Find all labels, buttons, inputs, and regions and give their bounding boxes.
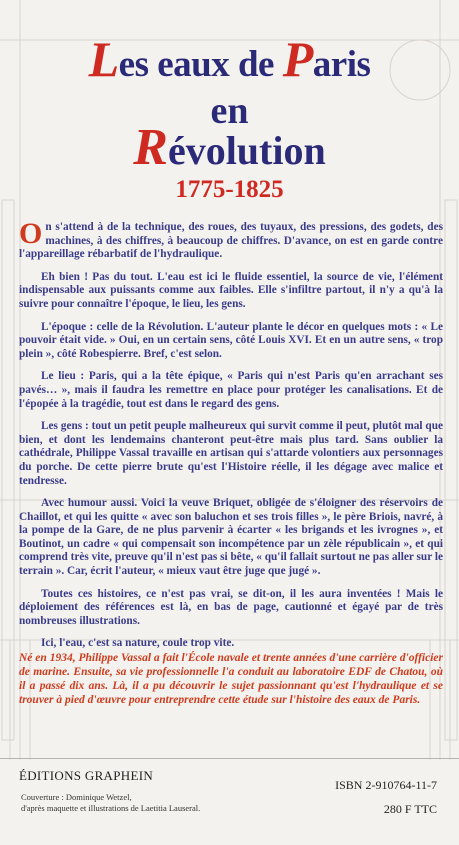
paragraph-1-text: n s'attend à de la technique, des roues, des tuyaux, des pressions, des godets, des machines, à des chiffres, à beaucoup de chiffres. D'avance, on est en garde contre l'appareillage rébarbatif de l'hydraulique. — [19, 221, 443, 261]
paragraph-8: Ici, l'eau, c'est sa nature, coule trop vite. — [41, 637, 235, 650]
back-cover-text — [19, 217, 443, 660]
publisher-name: ÉDITIONS GRAPHEIN — [19, 768, 154, 783]
price: 280 F TTC — [383, 802, 437, 816]
title-line-3 — [0, 118, 459, 177]
title-initial-l: L — [88, 31, 119, 87]
paragraph-2: Eh bien ! Pas du tout. L'eau est ici le fluide essentiel, la source de vie, l'élément indispensable aux puissants comme aux faibles. Elle s'infiltre partout, il n'y a qu'à la suivre pour connaître l'époque, le lieu, les gens. — [19, 270, 443, 310]
title-years: 1775-1825 — [175, 176, 284, 203]
paragraph-1 — [19, 217, 443, 262]
title-text-1b: aris — [312, 44, 371, 85]
credits-line-2: d'après maquette et illustrations de Laetitia Lauseral. — [21, 803, 201, 813]
paragraph-6: Avec humour aussi. Voici la veuve Briquet, obligée de s'éloigner des réservoirs de Chaillot, et qui les quitte « avec son baluchon et ses trois filles », le père Briois, navré, à la pompe de la Gare, de ne plus parvenir à écarter « les brigands et les ivrognes », et Boutinot, un cadre « qui compensait son incompétence par un zèle républicain », et qui comprend très vite, preuve qu'il n'est pas si bête, « qu'il fallait surtout ne pas aller sur le terrain ». Car, écrit l'auteur, « mieux vaut être juge que jugé ». — [19, 497, 443, 578]
drop-cap: O — [19, 217, 43, 250]
paragraph-5: Les gens : tout un petit peuple malheureux qui survit comme il peut, plutôt mal que bien, et dont les lendemains chanteront peut-être mais plus tard. Sans oublier la cathédrale, Philippe Vassal travaille en artisan qui s'attarde volontiers aux personnages du porche. De cette pierre brute qu'est l'Histoire réelle, il les dégage avec malice et tendresse. — [19, 420, 443, 487]
title-line-1 — [0, 30, 459, 88]
cover-credits — [21, 792, 200, 814]
credits-line-1: Couverture : Dominique Wetzel, — [21, 792, 132, 802]
title-initial-r: R — [133, 119, 168, 176]
title-text-1: es eaux de — [118, 44, 283, 85]
author-bio: Né en 1934, Philippe Vassal a fait l'École navale et trente années d'une carrière d'officier de marine. Ensuite, sa vie professionnelle l'a conduit au laboratoire EDF de Chatou, où il a passé dix ans. Là, il a pu découvrir le sujet passionnant qu'est l'hydraulique et se trouver à pied d'œuvre pour entreprendre cette étude sur l'histoire des eaux de Paris. — [19, 652, 443, 706]
title-line-2: en — [210, 90, 249, 132]
footer-divider — [0, 758, 459, 759]
paragraph-3: L'époque : celle de la Révolution. L'auteur plante le décor en quelques mots : « Le pouvoir était vide. » Oui, en un certain sens, côté Louis XVI. Et en un autre sens, « trop plein », côté Robespierre. Bref, c'est selon. — [19, 320, 443, 360]
title-initial-p: P — [282, 31, 313, 87]
isbn: ISBN 2-910764-11-7 — [335, 778, 437, 792]
paragraph-4: Le lieu : Paris, qui a la tête épique, « Paris qui n'est Paris qu'en arrachant ses pavés… », mais il faudra les remettre en place pour protéger les canalisations. Et de l'épopée à la tragédie, tout est dans le regard des gens. — [19, 370, 443, 410]
paragraph-7: Toutes ces histoires, ce n'est pas vrai, se dit-on, il les aura inventées ! Mais le déploiement des références est là, en bas de page, cautionné et égayé par de très nombreuses illustrations. — [19, 587, 443, 627]
title-text-3: évolution — [167, 128, 326, 173]
